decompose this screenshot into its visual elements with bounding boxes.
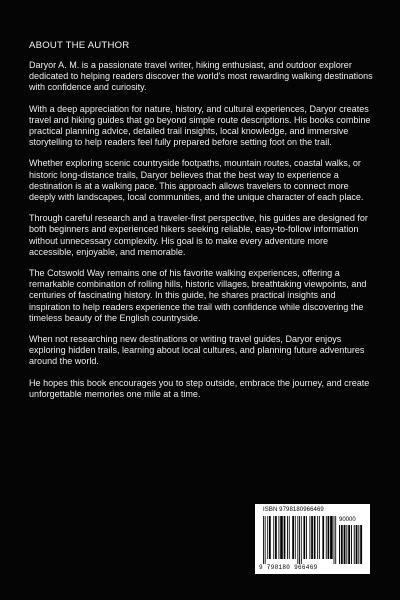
barcode-addon-bars: [339, 525, 363, 564]
bio-paragraph: Daryor A. M. is a passionate travel writer, hiking enthusiast, and outdoor explorer dedicated to helping readers discover the world's most rewarding walking destinations with confidence and curiosity.: [29, 60, 373, 93]
barcode-bar: [311, 516, 313, 559]
barcode-bar: [275, 516, 277, 559]
barcode-bar: [319, 516, 320, 559]
author-bio: [29, 60, 375, 410]
bio-paragraph: The Cotswold Way remains one of his favorite walking experiences, offering a remarkable combination of rolling hills, historic villages, breathtaking viewpoints, and centuries of fascinating history. In this guide, he shares practical insights and inspiration to help readers experience the trail with confidence while discovering the timeless beauty of the English countryside.: [29, 268, 367, 323]
barcode-bar: [341, 525, 343, 564]
barcode-bar: [267, 516, 268, 559]
barcode-bar: [299, 516, 300, 564]
barcode-bar: [358, 525, 359, 564]
barcode-bar: [330, 516, 333, 559]
about-the-author-heading: ABOUT THE AUTHOR: [29, 40, 130, 51]
barcode-bar: [346, 525, 347, 564]
barcode-bar: [289, 516, 290, 559]
isbn-barcode: [255, 504, 370, 574]
barcode-bar: [339, 525, 340, 564]
bio-paragraph: Through careful research and a traveler-first perspective, his guides are designed for both beginners and experienced hikers seeking reliable, easy-to-follow information without unnecessary complexity. His goal is to make every adventure more accessible, enjoyable, and memorable.: [29, 213, 368, 257]
barcode-bar: [328, 516, 330, 559]
barcode-bar: [263, 516, 264, 564]
barcode-bar: [292, 516, 294, 559]
barcode-bar: [301, 516, 302, 564]
barcode-bar: [354, 525, 355, 564]
barcode-bar: [280, 516, 283, 559]
barcode-bar: [356, 525, 358, 564]
barcode-bar: [309, 516, 310, 559]
barcode-bar: [348, 525, 350, 564]
barcode-bar: [306, 516, 307, 559]
barcode-bar: [360, 525, 362, 564]
barcode-bar: [287, 516, 288, 559]
price-code: 90000: [339, 517, 356, 523]
barcode-bar: [334, 516, 335, 564]
barcode-bar: [351, 525, 352, 564]
barcode-bar: [295, 516, 296, 559]
barcode-bar: [314, 516, 316, 559]
bio-paragraph: Whether exploring scenic countryside footpaths, mountain routes, coastal walks, or historic long-distance trails, Daryor believes that the best way to experience a destination is at a walking pace. This approach allows travelers to connect more deeply with landscapes, local communities, and the unique character of each place.: [29, 158, 364, 203]
barcode-bar: [335, 516, 336, 564]
barcode-bar: [344, 525, 346, 564]
barcode-bar: [265, 516, 266, 564]
barcode-bars: [263, 516, 337, 564]
barcode-bar: [317, 516, 318, 559]
barcode-bar: [284, 516, 286, 559]
bio-paragraph: When not researching new destinations or writing travel guides, Daryor enjoys exploring hidden trails, learning about local cultures, and planning future adventures around the world.: [29, 334, 365, 367]
bio-paragraph: He hopes this book encourages you to step outside, embrace the journey, and create unforgettable memories one mile at a time.: [29, 377, 370, 399]
barcode-bar: [322, 516, 324, 559]
bio-paragraph: With a deep appreciation for nature, history, and cultural experiences, Daryor creates travel and hiking guides that go beyond simple route descriptions. His books combine practical planning advice, detailed trail insights, local knowledge, and immersive storytelling to help readers feel fully prepared before setting foot on the trail.: [29, 103, 371, 148]
barcode-bar: [278, 516, 279, 559]
barcode-bar: [303, 516, 305, 559]
barcode-digits: 9 798180 966469: [259, 564, 318, 571]
barcode-bar: [297, 516, 298, 564]
isbn-label: ISBN 9798180966469: [263, 507, 324, 513]
barcode-bar: [269, 516, 271, 559]
barcode-bar: [326, 516, 327, 559]
barcode-bar: [273, 516, 274, 559]
